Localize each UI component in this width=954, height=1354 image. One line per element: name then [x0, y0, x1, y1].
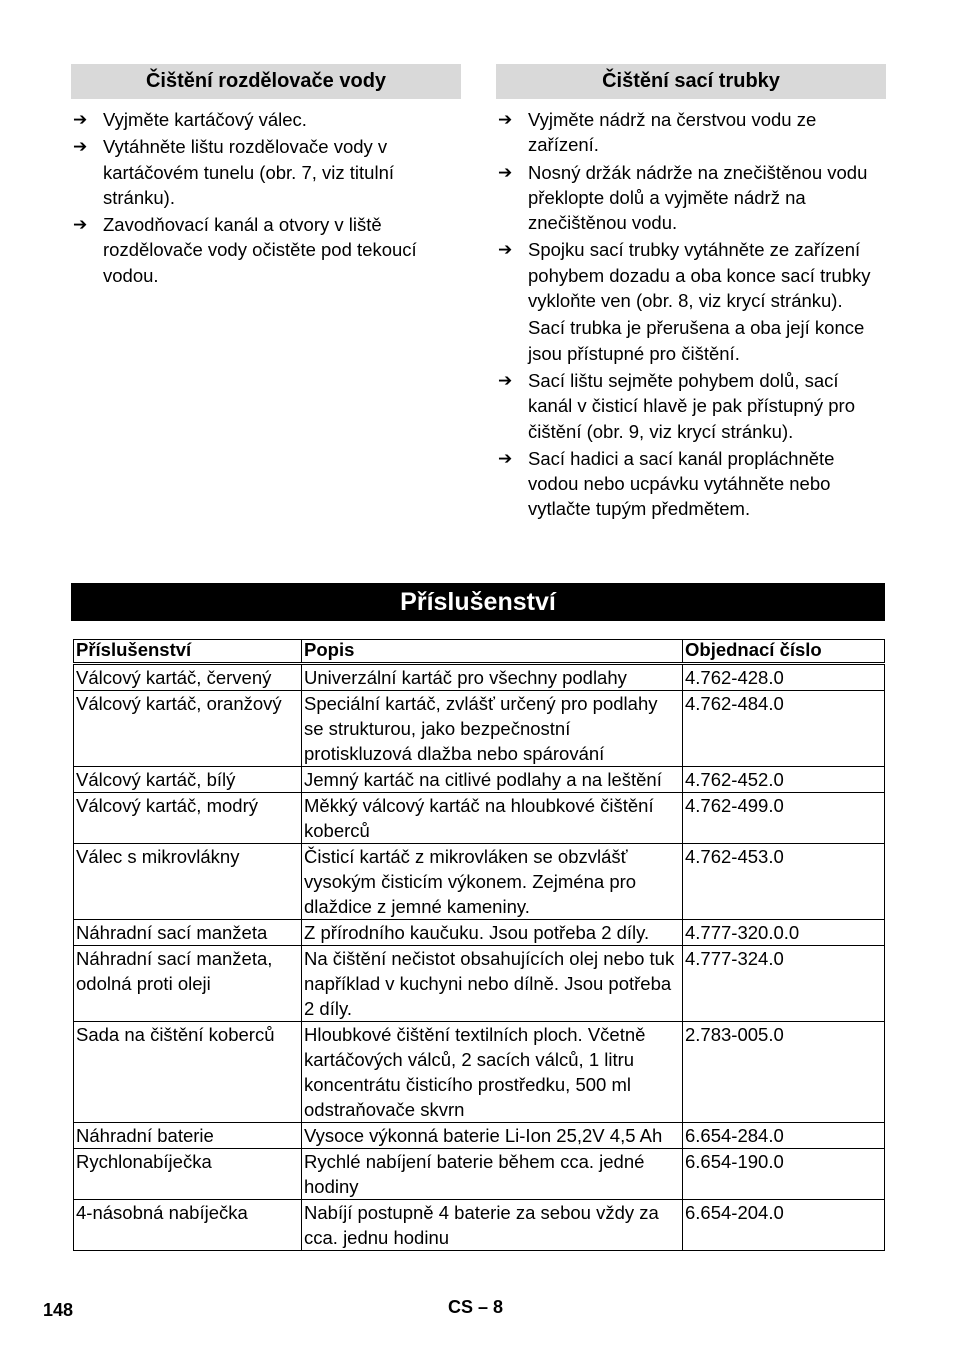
left-column — [71, 64, 461, 290]
accessories-banner: Příslušenství — [71, 583, 885, 621]
accessory-name: Rychlonabíječka — [74, 1149, 302, 1200]
accessory-name: Válcový kartáč, modrý — [74, 793, 302, 844]
table-row — [74, 691, 885, 767]
table-row — [74, 793, 885, 844]
language-code: CS — [448, 1297, 474, 1317]
accessory-name: Náhradní baterie — [74, 1123, 302, 1149]
accessory-description: Hloubkové čištění textilních ploch. Včetně kartáčových válců, 2 sacích válců, 1 litru koncentrátu čisticího prostředku, 500 ml odstraňovače skvrn — [302, 1022, 683, 1123]
section-heading-water-distributor: Čištění rozdělovače vody — [71, 64, 461, 99]
section-page: – 8 — [478, 1297, 504, 1317]
arrow-right-icon: ➔ — [73, 137, 88, 157]
accessory-description: Jemný kartáč na citlivé podlahy a na leštění — [302, 767, 683, 793]
list-item: ➔ Spojku sací trubky vytáhněte ze zařízení pohybem dozadu a oba konce sací trubky vykloňte ven (obr. 8, viz krycí stránku). Sací trubka je přerušena a oba její konce jsou přístupné pro čištění. — [496, 237, 886, 365]
left-steps-list — [71, 107, 461, 288]
page-footer-label — [448, 1297, 503, 1318]
column-header-accessory: Příslušenství — [74, 640, 302, 664]
accessory-description: Speciální kartáč, zvlášť určený pro podlahy se strukturou, jako bezpečnostní protiskluzová dlažba nebo spárování — [302, 691, 683, 767]
order-number: 4.762-453.0 — [683, 844, 885, 920]
accessory-name: Náhradní sací manžeta, odolná proti oleji — [74, 946, 302, 1022]
list-item: ➔ Vytáhněte lištu rozdělovače vody v kartáčovém tunelu (obr. 7, viz titulní stránku). — [73, 136, 394, 208]
right-column — [496, 64, 886, 524]
arrow-right-icon: ➔ — [73, 110, 88, 129]
arrow-right-icon: ➔ — [498, 448, 513, 468]
accessory-description: Na čištění nečistot obsahujících olej nebo tuk například v kuchyni nebo dílně. Jsou potřeba 2 díly. — [302, 946, 683, 1022]
order-number: 6.654-284.0 — [683, 1123, 885, 1149]
accessory-name: 4-násobná nabíječka — [74, 1200, 302, 1251]
arrow-right-icon: ➔ — [498, 110, 513, 129]
table-row — [74, 946, 885, 1022]
section-heading-suction-tube: Čištění sací trubky — [496, 64, 886, 99]
order-number: 6.654-190.0 — [683, 1149, 885, 1200]
accessory-description: Měkký válcový kartáč na hloubkové čištění koberců — [302, 793, 683, 844]
table-row — [74, 1200, 885, 1251]
order-number: 4.762-452.0 — [683, 767, 885, 793]
list-item: ➔ Sací hadici a sací kanál propláchněte vodou nebo ucpávku vytáhněte nebo vytlačte tupým předmětem. — [498, 447, 835, 520]
table-row — [74, 1022, 885, 1123]
list-item: ➔ Zavodňovací kanál a otvory v liště rozdělovače vody očistěte pod tekoucí vodou. — [73, 214, 417, 286]
table-row — [74, 1149, 885, 1200]
table-row — [74, 844, 885, 920]
order-number: 2.783-005.0 — [683, 1022, 885, 1123]
accessory-description: Čisticí kartáč z mikrovláken se obzvlášť vysokým čisticím výkonem. Zejména pro dlaždice z jemné kameniny. — [302, 844, 683, 920]
page-number: 148 — [43, 1300, 74, 1320]
accessory-name: Sada na čištění koberců — [74, 1022, 302, 1123]
order-number: 4.762-428.0 — [683, 664, 885, 691]
list-item: ➔ Vyjměte nádrž na čerstvou vodu ze zařízení. — [498, 109, 817, 156]
table-row — [74, 664, 885, 691]
column-header-description: Popis — [302, 640, 683, 664]
list-item: ➔ Sací lištu sejměte pohybem dolů, sací kanál v čisticí hlavě je pak přístupný pro čištění (obr. 9, viz krycí stránku). — [498, 369, 855, 442]
accessory-name: Válec s mikrovlákny — [74, 844, 302, 920]
arrow-right-icon: ➔ — [498, 162, 513, 182]
accessory-name: Válcový kartáč, červený — [74, 664, 302, 691]
table-header-row — [74, 640, 885, 664]
right-steps-list — [496, 107, 886, 522]
accessory-description: Rychlé nabíjení baterie během cca. jedné hodiny — [302, 1149, 683, 1200]
accessory-name: Válcový kartáč, bílý — [74, 767, 302, 793]
accessory-name: Válcový kartáč, oranžový — [74, 691, 302, 767]
arrow-right-icon: ➔ — [498, 240, 513, 260]
step-note: Sací trubka je přerušena a oba její konce jsou přístupné pro čištění. — [528, 317, 865, 364]
list-item: ➔ Vyjměte kartáčový válec. — [71, 107, 461, 132]
order-number: 6.654-204.0 — [683, 1200, 885, 1251]
arrow-right-icon: ➔ — [73, 215, 88, 235]
arrow-right-icon: ➔ — [498, 370, 513, 390]
table-row — [74, 1123, 885, 1149]
accessory-description: Nabíjí postupně 4 baterie za sebou vždy za cca. jednu hodinu — [302, 1200, 683, 1251]
column-header-order-number: Objednací číslo — [683, 640, 885, 664]
order-number: 4.762-499.0 — [683, 793, 885, 844]
accessory-description: Vysoce výkonná baterie Li-Ion 25,2V 4,5 Ah — [302, 1123, 683, 1149]
table-row — [74, 767, 885, 793]
table-row — [74, 920, 885, 946]
accessories-table — [73, 639, 885, 1251]
accessory-name: Náhradní sací manžeta — [74, 920, 302, 946]
order-number: 4.777-320.0.0 — [683, 920, 885, 946]
order-number: 4.762-484.0 — [683, 691, 885, 767]
list-item: ➔ Nosný držák nádrže na znečištěnou vodu překlopte dolů a vyjměte nádrž na znečištěnou vodu. — [498, 161, 868, 234]
accessory-description: Z přírodního kaučuku. Jsou potřeba 2 díly. — [302, 920, 683, 946]
accessory-description: Univerzální kartáč pro všechny podlahy — [302, 664, 683, 691]
order-number: 4.777-324.0 — [683, 946, 885, 1022]
